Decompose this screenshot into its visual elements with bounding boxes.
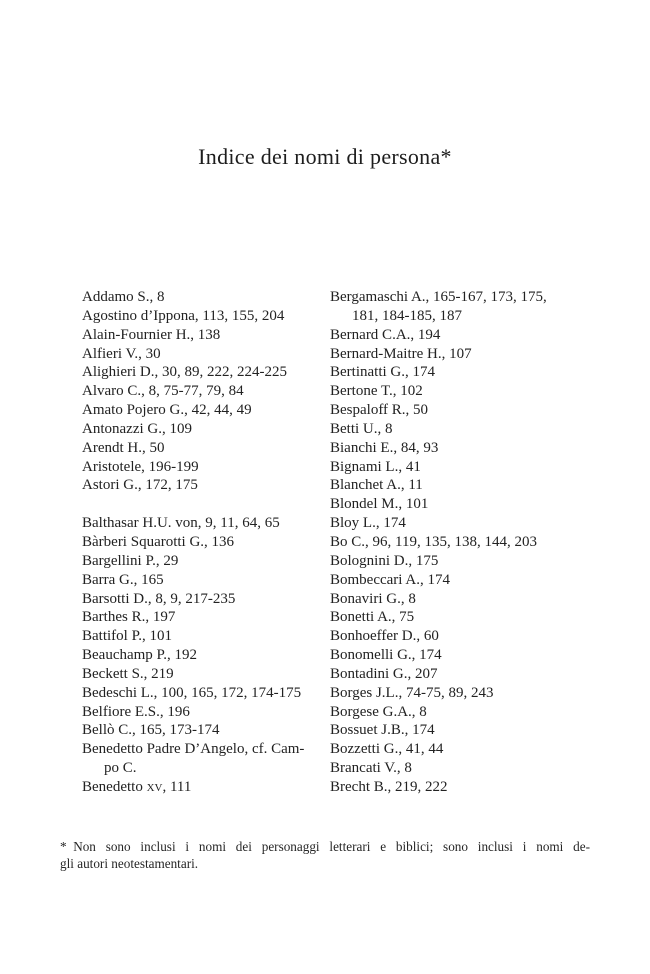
index-entry: Benedetto xv, 111 — [82, 778, 192, 795]
index-entry: Bignami L., 41 — [330, 458, 421, 475]
index-entry: Bertinatti G., 174 — [330, 364, 435, 381]
index-entry: Battifol P., 101 — [82, 628, 173, 645]
index-entry: Betti U., 8 — [330, 420, 393, 437]
index-entry: Blondel M., 101 — [330, 496, 429, 513]
index-entry: Antonazzi G., 109 — [82, 420, 192, 437]
index-entry: Bonomelli G., 174 — [330, 647, 442, 664]
index-entry: Bolognini D., 175 — [330, 552, 439, 569]
index-entry: Brancati V., 8 — [330, 760, 412, 777]
index-entry: Bergamaschi A., 165-167, 173, 175, 181, 184-185, 187 — [330, 289, 547, 324]
index-entry: Bossuet J.B., 174 — [330, 722, 435, 739]
index-entry — [82, 495, 322, 514]
footnote-line: gli autori neotestamentari. — [60, 856, 199, 872]
index-entry: Bargellini P., 29 — [82, 552, 179, 569]
index-entry: Bellò C., 165, 173-174 — [82, 722, 220, 739]
index-entry: Blanchet A., 11 — [330, 477, 423, 494]
index-entry: Bonaviri G., 8 — [330, 590, 416, 607]
index-entry: Amato Pojero G., 42, 44, 49 — [82, 402, 252, 419]
index-entry: Bernard C.A., 194 — [330, 326, 441, 343]
footnote — [60, 838, 590, 873]
index-entry: Benedetto Padre D’Angelo, cf. Cam- po C. — [82, 741, 305, 777]
index-entry: Bloy L., 174 — [330, 515, 406, 532]
index-entry: Beckett S., 219 — [82, 665, 174, 682]
index-entry: Barthes R., 197 — [82, 609, 176, 626]
index-entry: Beauchamp P., 192 — [82, 647, 197, 664]
index-entry: Brecht B., 219, 222 — [330, 778, 448, 795]
index-entry: Bonetti A., 75 — [330, 609, 415, 626]
index-entry: Astori G., 172, 175 — [82, 477, 198, 494]
index-entry: Borges J.L., 74-75, 89, 243 — [330, 684, 494, 701]
index-column-right — [330, 288, 586, 797]
footnote-line: * Non sono inclusi i nomi dei personaggi letterari e biblici; sono inclusi i nomi de- — [60, 839, 590, 854]
index-entry: Belfiore E.S., 196 — [82, 703, 190, 720]
index-entry: Bespaloff R., 50 — [330, 402, 429, 419]
index-entry: Bonhoeffer D., 60 — [330, 628, 439, 645]
index-entry: Bozzetti G., 41, 44 — [330, 741, 444, 758]
index-entry: Alain-Fournier H., 138 — [82, 326, 221, 343]
index-entry: Alvaro C., 8, 75-77, 79, 84 — [82, 383, 244, 400]
index-entry: Barsotti D., 8, 9, 217-235 — [82, 590, 236, 607]
index-entry: Bo C., 96, 119, 135, 138, 144, 203 — [330, 533, 537, 550]
index-entry: Barra G., 165 — [82, 571, 164, 588]
index-entry: Bedeschi L., 100, 165, 172, 174-175 — [82, 684, 302, 701]
page-title: Indice dei nomi di persona* — [198, 144, 452, 169]
index-entry: Addamo S., 8 — [82, 289, 165, 305]
index-column-left — [82, 288, 322, 797]
index-entry: Bertone T., 102 — [330, 383, 423, 400]
index-entry: Borgese G.A., 8 — [330, 703, 427, 720]
index-entry: Aristotele, 196-199 — [82, 458, 199, 475]
index-entry: Agostino d’Ippona, 113, 155, 204 — [82, 307, 285, 324]
index-entry: Alighieri D., 30, 89, 222, 224-225 — [82, 364, 287, 381]
index-entry: Bombeccari A., 174 — [330, 571, 450, 588]
small-caps-text: xv — [146, 778, 163, 795]
index-entry: Arendt H., 50 — [82, 439, 165, 456]
index-entry: Bernard-Maitre H., 107 — [330, 345, 472, 362]
index-entry: Alfieri V., 30 — [82, 345, 161, 362]
index-entry: Bontadini G., 207 — [330, 665, 438, 682]
index-entry: Bianchi E., 84, 93 — [330, 439, 439, 456]
index-entry: Balthasar H.U. von, 9, 11, 64, 65 — [82, 515, 280, 532]
index-entry: Bàrberi Squarotti G., 136 — [82, 533, 235, 550]
